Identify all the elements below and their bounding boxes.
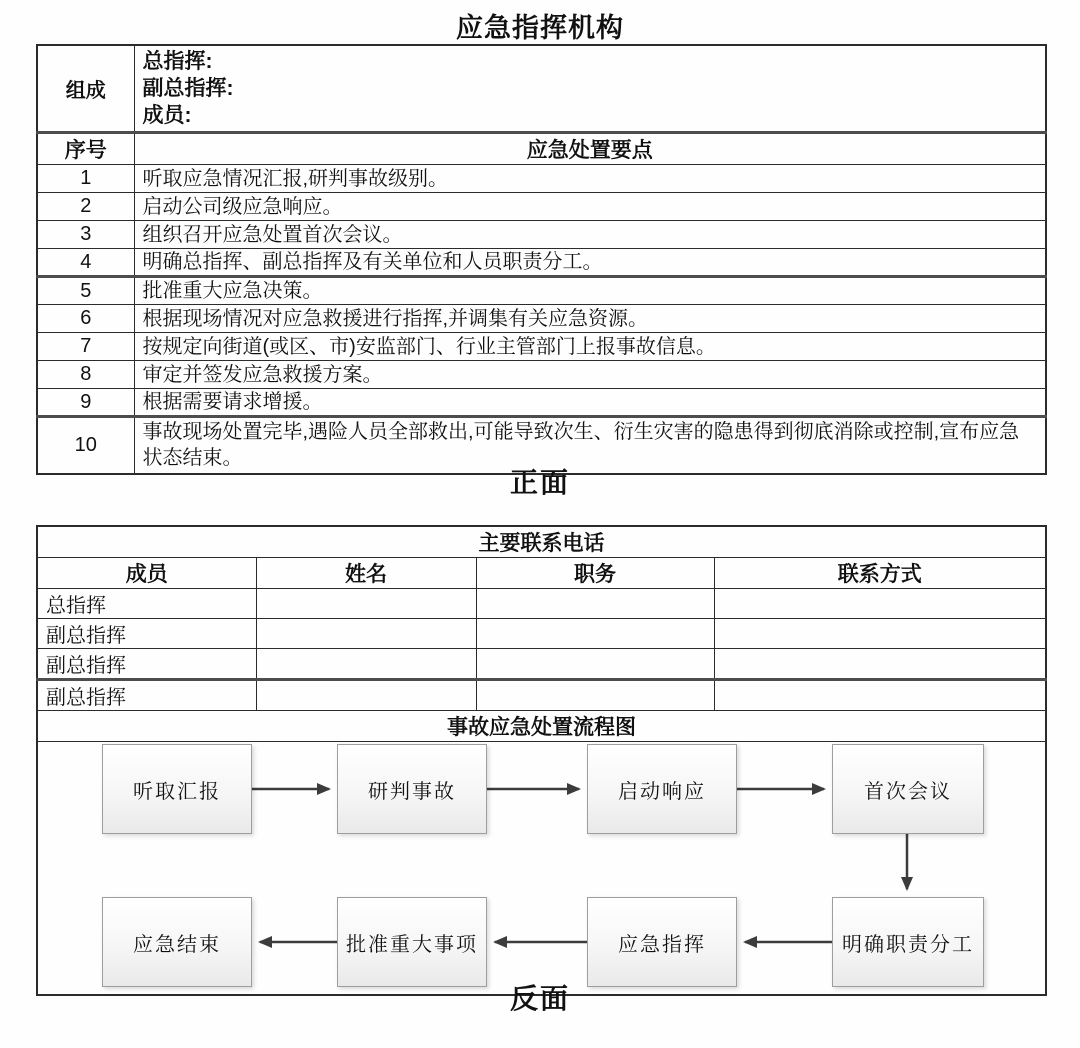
members-line: 成员: — [142, 104, 192, 127]
row-text: 启动公司级应急响应。 — [134, 193, 1046, 221]
points-header-no: 序号 — [37, 133, 134, 165]
row-text: 根据现场情况对应急救援进行指挥,并调集有关应急资源。 — [134, 305, 1046, 333]
row-text: 明确总指挥、副总指挥及有关单位和人员职责分工。 — [134, 249, 1046, 277]
command-structure-table — [36, 44, 1047, 475]
flow-node-first-meeting: 首次会议 — [832, 744, 984, 834]
table-row — [37, 221, 1046, 249]
row-text: 听取应急情况汇报,研判事故级别。 — [134, 165, 1046, 193]
header-name: 姓名 — [256, 558, 476, 589]
back-side-label: 反面 — [509, 983, 570, 1014]
contact-duty — [476, 619, 714, 649]
flow-node-start-response: 启动响应 — [587, 744, 737, 834]
row-text: 组织召开应急处置首次会议。 — [134, 221, 1046, 249]
contact-member: 副总指挥 — [37, 680, 256, 711]
row-number: 10 — [37, 417, 134, 474]
contact-name — [256, 680, 476, 711]
row-text: 按规定向街道(或区、市)安监部门、行业主管部门上报事故信息。 — [134, 333, 1046, 361]
contact-phone — [714, 649, 1046, 680]
composition-row — [37, 45, 1046, 133]
flowchart-title-row — [37, 711, 1046, 742]
flow-node-approve-major-items: 批准重大事项 — [337, 897, 487, 987]
contact-member: 副总指挥 — [37, 649, 256, 680]
table-row — [37, 193, 1046, 221]
deputy-commander-line: 副总指挥: — [142, 77, 234, 100]
contact-duty — [476, 589, 714, 619]
table-row — [37, 165, 1046, 193]
contact-name — [256, 589, 476, 619]
contacts-and-flow-table — [36, 525, 1047, 996]
row-text: 根据需要请求增援。 — [134, 389, 1046, 417]
row-number: 6 — [37, 305, 134, 333]
contact-member: 副总指挥 — [37, 619, 256, 649]
contact-name — [256, 619, 476, 649]
header-member: 成员 — [37, 558, 256, 589]
composition-label: 组成 — [37, 45, 134, 133]
row-number: 9 — [37, 389, 134, 417]
row-text: 审定并签发应急救援方案。 — [134, 361, 1046, 389]
row-number: 7 — [37, 333, 134, 361]
contact-name — [256, 649, 476, 680]
contact-row — [37, 649, 1046, 680]
table-row — [37, 277, 1046, 305]
front-side-label: 正面 — [509, 467, 570, 498]
points-header-content: 应急处置要点 — [134, 133, 1046, 165]
chief-commander-line: 总指挥: — [142, 50, 213, 73]
contact-phone — [714, 619, 1046, 649]
header-duty: 职务 — [476, 558, 714, 589]
row-number: 4 — [37, 249, 134, 277]
table-row — [37, 305, 1046, 333]
table-row — [37, 249, 1046, 277]
contacts-header-row — [37, 558, 1046, 589]
contact-row — [37, 589, 1046, 619]
contact-phone — [714, 680, 1046, 711]
row-text: 事故现场处置完毕,遇险人员全部救出,可能导致次生、衍生灾害的隐患得到彻底消除或控制,宣布应急状态结束。 — [134, 417, 1046, 474]
row-number: 1 — [37, 165, 134, 193]
row-number: 5 — [37, 277, 134, 305]
flow-node-listen-report: 听取汇报 — [102, 744, 252, 834]
table-row — [37, 333, 1046, 361]
flow-node-emergency-command: 应急指挥 — [587, 897, 737, 987]
points-header-row — [37, 133, 1046, 165]
contact-duty — [476, 680, 714, 711]
composition-content — [134, 45, 1046, 133]
front-title: 应急指挥机构 — [456, 13, 624, 43]
row-number: 3 — [37, 221, 134, 249]
contacts-title: 主要联系电话 — [37, 526, 1046, 558]
contact-row — [37, 619, 1046, 649]
contact-phone — [714, 589, 1046, 619]
flow-node-assess-accident: 研判事故 — [337, 744, 487, 834]
contact-row — [37, 680, 1046, 711]
flowchart-title: 事故应急处置流程图 — [37, 711, 1046, 742]
row-number: 2 — [37, 193, 134, 221]
contact-duty — [476, 649, 714, 680]
flow-node-clarify-duties: 明确职责分工 — [832, 897, 984, 987]
flowchart-row — [37, 742, 1046, 996]
row-number: 8 — [37, 361, 134, 389]
contact-member: 总指挥 — [37, 589, 256, 619]
flow-node-end-emergency: 应急结束 — [102, 897, 252, 987]
header-contact: 联系方式 — [714, 558, 1046, 589]
row-text: 批准重大应急决策。 — [134, 277, 1046, 305]
table-row — [37, 389, 1046, 417]
flowchart-canvas — [38, 742, 1045, 994]
table-row — [37, 361, 1046, 389]
contacts-title-row — [37, 526, 1046, 558]
